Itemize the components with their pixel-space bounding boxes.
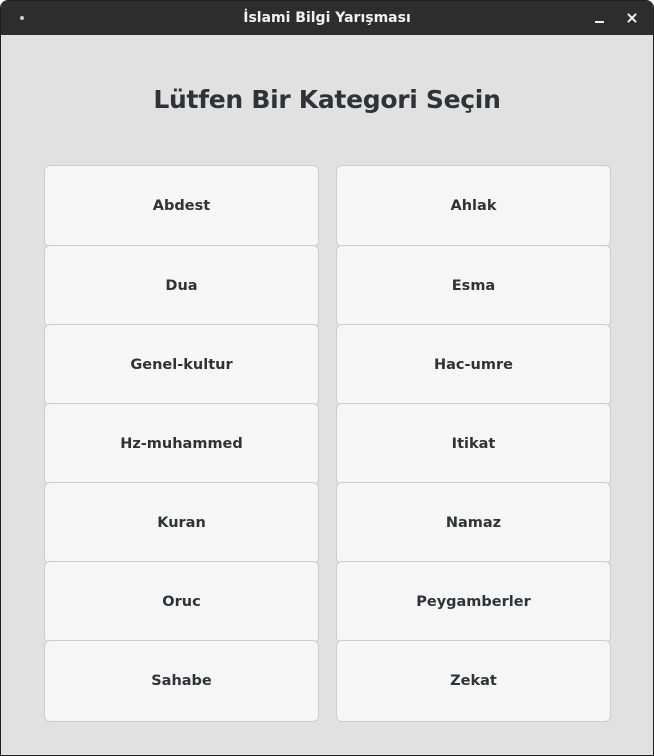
- title-bar[interactable]: [1, 1, 653, 35]
- category-button-itikat[interactable]: Itikat: [336, 403, 611, 485]
- category-button-peygamberler[interactable]: Peygamberler: [336, 561, 611, 643]
- close-button[interactable]: [622, 8, 642, 28]
- category-button-abdest[interactable]: Abdest: [44, 165, 319, 247]
- category-button-kuran[interactable]: Kuran: [44, 482, 319, 564]
- category-button-namaz[interactable]: Namaz: [336, 482, 611, 564]
- category-button-hac-umre[interactable]: Hac-umre: [336, 324, 611, 406]
- main-content: [1, 35, 653, 755]
- page-title: Lütfen Bir Kategori Seçin: [153, 85, 501, 114]
- category-button-genel-kultur[interactable]: Genel-kultur: [44, 324, 319, 406]
- category-button-hz-muhammed[interactable]: Hz-muhammed: [44, 403, 319, 485]
- category-button-esma[interactable]: Esma: [336, 245, 611, 327]
- category-button-oruc[interactable]: Oruc: [44, 561, 319, 643]
- minimize-icon: [595, 21, 604, 23]
- minimize-button[interactable]: [589, 8, 609, 28]
- category-button-zekat[interactable]: Zekat: [336, 640, 611, 722]
- category-button-ahlak[interactable]: Ahlak: [336, 165, 611, 247]
- category-button-dua[interactable]: Dua: [44, 245, 319, 327]
- window-title: İslami Bilgi Yarışması: [243, 10, 411, 26]
- close-icon: [626, 12, 638, 24]
- category-button-sahabe[interactable]: Sahabe: [44, 640, 319, 722]
